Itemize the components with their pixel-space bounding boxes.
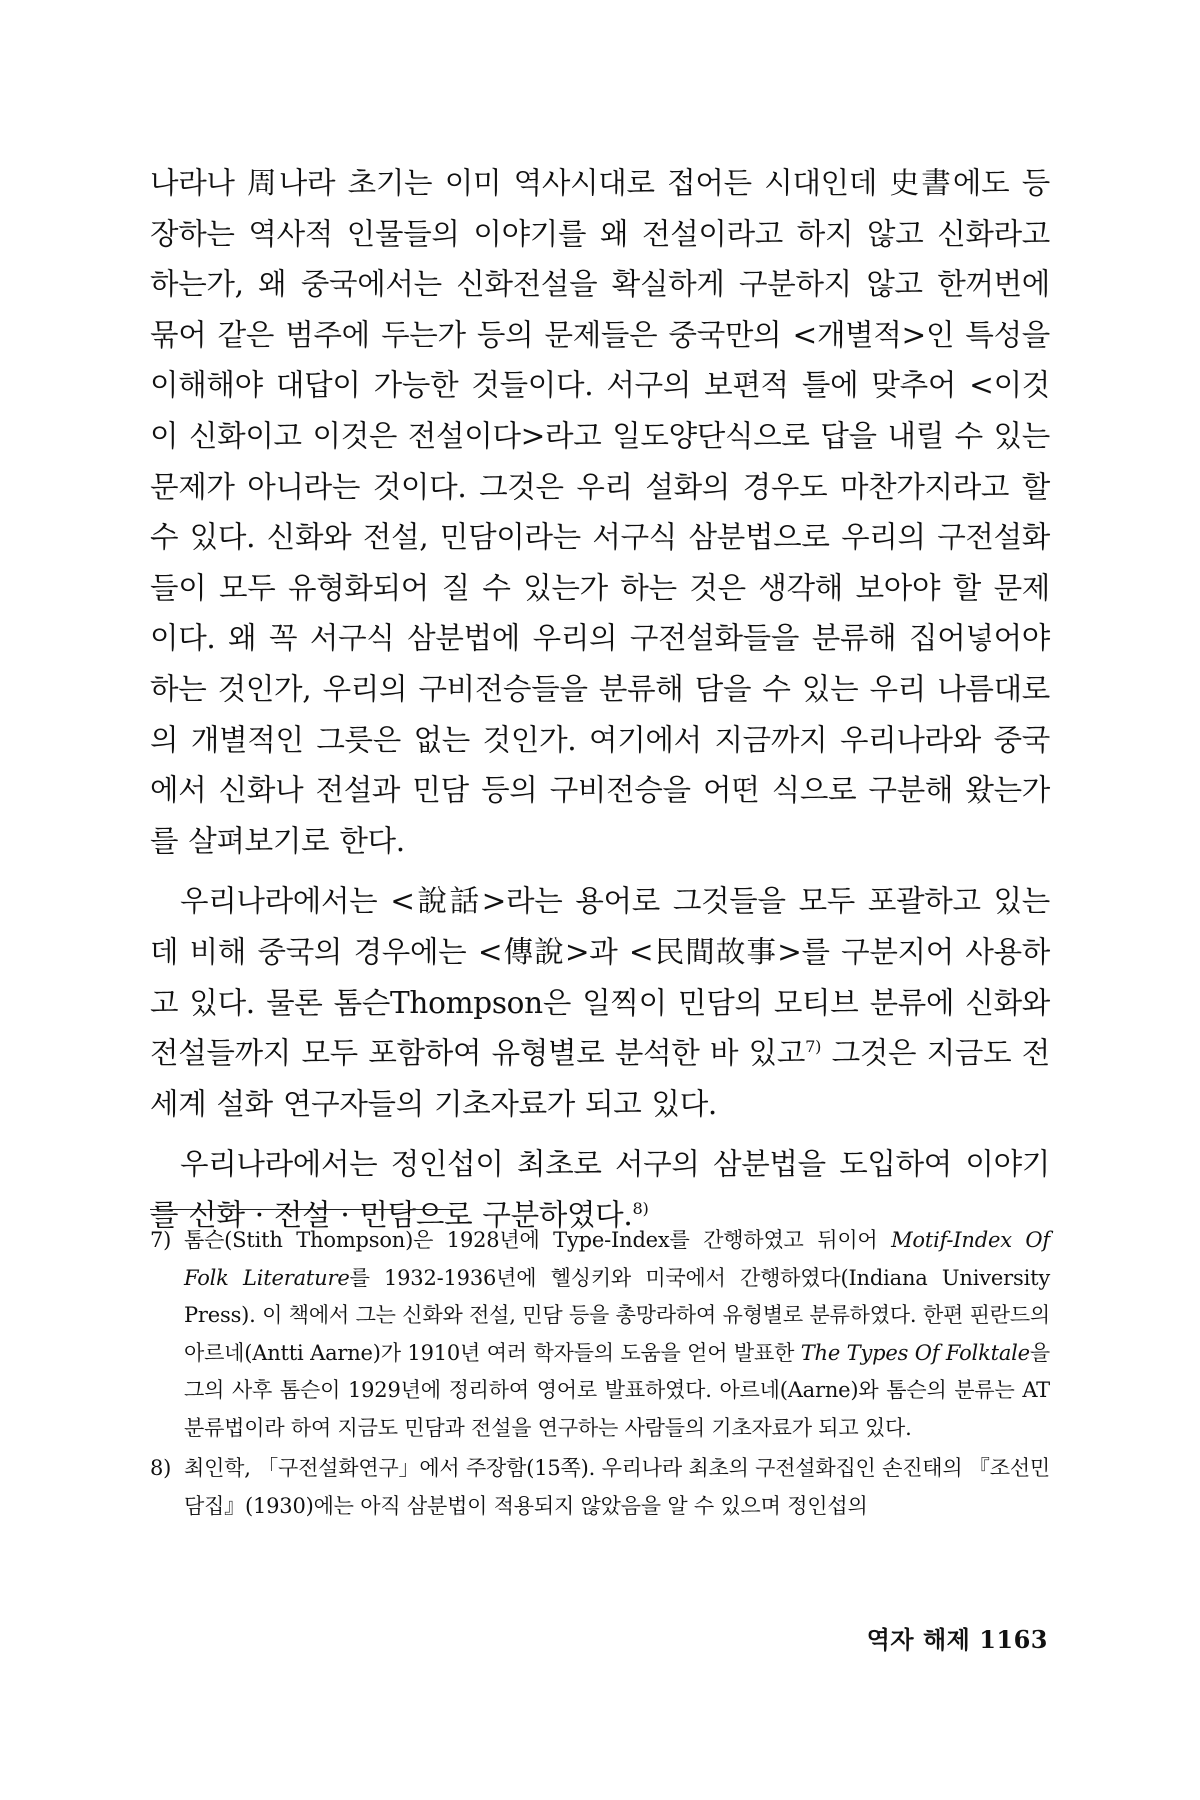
paragraph-2-tail: 그것은 지금도 전세계 설화 연구자들의 기초자료가 되고 있다. xyxy=(150,1036,1050,1121)
footnote-8-text: 최인학, 「구전설화연구」에서 주장함(15쪽). 우리나라 최초의 구전설화집인 손진태의 『조선민담집』(1930)에는 아직 삼분법이 적용되지 않았음을 알 수 있으며 정인섭의 xyxy=(184,1456,1050,1518)
footnote-7-title-motif-index: Motif-Index Of Folk Literature xyxy=(184,1228,1051,1290)
paragraph-2-text: 우리나라에서는 <說話>라는 용어로 그것들을 모두 포괄하고 있는데 비해 중국의 경우에는 <傳說>과 <民間故事>를 구분지어 사용하고 있다. 물론 톰슨Thompson은 일찍이 민담의 모티브 분류에 신화와 전설들까지 모두 포함하여 유형별로 분석한 바 있고 xyxy=(150,884,1050,1071)
footnote-7-text-3: 을 그의 사후 톰슨이 1929년에 정리하여 영어로 발표하였다. 아르네(Aarne)와 톰슨의 분류는 AT분류법이라 하여 지금도 민담과 전설을 연구하는 사람들의 기초자료가 되고 있다. xyxy=(184,1340,1050,1440)
paragraph-1: 나라나 周나라 초기는 이미 역사시대로 접어든 시대인데 史書에도 등장하는 역사적 인물들의 이야기를 왜 전설이라고 하지 않고 신화라고 하는가, 왜 중국에서는 신화전설을 확실하게 구분하지 않고 한꺼번에 묶어 같은 범주에 두는가 등의 문제들은 중국만의 <개별적>인 특성을 이해해야 대답이 가능한 것들이다. 서구의 보편적 틀에 맞추어 <이것이 신화이고 이것은 전설이다>라고 일도양단식으로 답을 내릴 수 있는 문제가 아니라는 것이다. 그것은 우리 설화의 경우도 마찬가지라고 할 수 있다. 신화와 전설, 민담이라는 서구식 삼분법으로 우리의 구전설화들이 모두 유형화되어 질 수 있는가 하는 것은 생각해 보아야 할 문제이다. 왜 꼭 서구식 삼분법에 우리의 구전설화들을 분류해 집어넣어야 하는 것인가, 우리의 구비전승들을 분류해 담을 수 있는 우리 나름대로의 개별적인 그릇은 없는 것인가. 여기에서 지금까지 우리나라와 중국에서 신화나 전설과 민담 등의 구비전승을 어떤 식으로 구분해 왔는가를 살펴보기로 한다. xyxy=(150,166,1050,858)
page-number: 역자 해제 1163 xyxy=(866,1625,1048,1654)
footnote-ref-7[interactable]: 7) xyxy=(805,1037,822,1057)
footnote-7-text-1: 톰슨(Stith Thompson)은 1928년에 Type-Index를 간행하였고 뒤이어 xyxy=(184,1228,892,1252)
paragraph-3-text: 우리나라에서는 정인섭이 최초로 서구의 삼분법을 도입하여 이야기를 신화 · 전설 · 민담으로 구분하였다. xyxy=(150,1147,1050,1232)
footnote-divider xyxy=(150,1209,450,1210)
footnote-8-number: 8) xyxy=(150,1456,172,1480)
footnote-7-title-types-of-folktale: The Types Of Folktale xyxy=(800,1340,1030,1365)
footnote-7-number: 7) xyxy=(150,1228,172,1252)
main-text xyxy=(150,158,1050,1240)
footnote-7 xyxy=(150,1222,1050,1447)
paragraph-2 xyxy=(150,876,1050,1129)
footnote-8 xyxy=(150,1450,1050,1525)
footnotes xyxy=(150,1222,1050,1528)
footnote-ref-8[interactable]: 8) xyxy=(632,1199,649,1219)
footnote-7-text-2: 를 1932-1936년에 헬싱키와 미국에서 간행하였다(Indiana University Press). 이 책에서 그는 신화와 전설, 민담 등을 총망라하여 유형별로 분류하였다. 한편 핀란드의 아르네(Antti Aarne)가 1910년 여러 학자들의 도움을 얻어 발표한 xyxy=(184,1265,1050,1365)
